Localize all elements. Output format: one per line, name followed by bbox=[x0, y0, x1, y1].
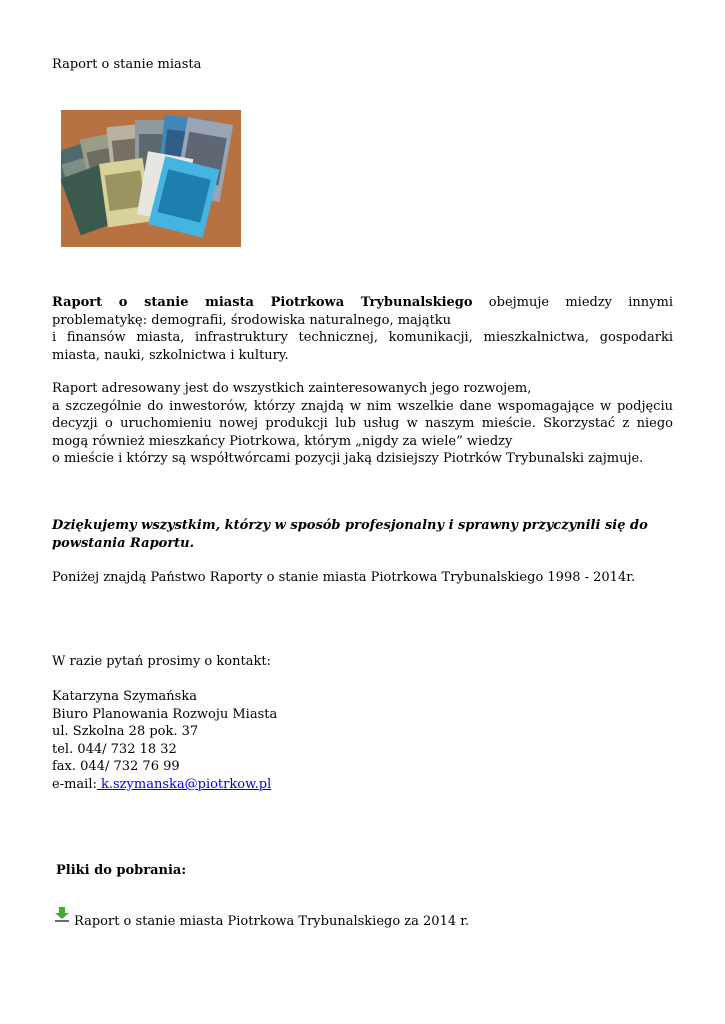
contact-block bbox=[52, 688, 673, 794]
email-link[interactable]: k.szymanska@piotrkow.pl bbox=[96, 776, 272, 792]
download-item[interactable] bbox=[54, 906, 469, 931]
contact-name: Katarzyna Szymańska bbox=[52, 689, 197, 704]
contact-intro: W razie pytań prosimy o kontakt: bbox=[52, 654, 271, 669]
download-icon bbox=[54, 906, 70, 922]
files-heading: Pliki do pobrania: bbox=[56, 863, 187, 878]
thanks-paragraph: Dziękujemy wszystkim, którzy w sposób profesjonalny i sprawny przyczynili się do powstania Raportu. bbox=[52, 518, 648, 551]
addressed-line-3: o mieście i którzy są współtwórcami pozycji jaką dzisiejszy Piotrków Trybunalski zajmuje. bbox=[52, 451, 644, 467]
contact-fax: fax. 044/ 732 76 99 bbox=[52, 759, 180, 775]
page-title: Raport o stanie miasta bbox=[52, 57, 202, 72]
intro-text-1: obejmuje miedzy innymi problematykę: demografii, środowiska naturalnego, majątku bbox=[52, 295, 673, 328]
addressed-line-1: Raport adresowany jest do wszystkich zainteresowanych jego rozwojem, bbox=[52, 381, 532, 396]
contact-tel: tel. 044/ 732 18 32 bbox=[52, 741, 177, 757]
contact-office: Biuro Planowania Rozwoju Miasta bbox=[52, 706, 278, 722]
download-link[interactable]: Raport o stanie miasta Piotrkowa Trybunalskiego za 2014 r. bbox=[74, 914, 470, 929]
intro-text-2: i finansów miasta, infrastruktury technicznej, komunikacji, mieszkalnictwa, gospodarki miasta, nauki, szkolnictwa i kultury. bbox=[52, 330, 673, 363]
contact-email-row bbox=[52, 776, 673, 794]
intro-bold-lead: Raport o stanie miasta Piotrkowa Trybunalskiego bbox=[52, 295, 473, 310]
intro-paragraph bbox=[52, 294, 673, 364]
email-label: e-mail: bbox=[52, 776, 97, 792]
report-covers-photo bbox=[61, 110, 241, 247]
addressed-paragraph bbox=[52, 380, 673, 468]
reports-intro: Poniżej znajdą Państwo Raporty o stanie miasta Piotrkowa Trybunalskiego 1998 - 2014r. bbox=[52, 570, 636, 585]
contact-address: ul. Szkolna 28 pok. 37 bbox=[52, 724, 199, 740]
addressed-line-2: a szczególnie do inwestorów, którzy znajdą w nim wszelkie dane wspomagające w podjęciu decyzji o uruchomieniu nowej produkcji lub usług w naszym mieście. Skorzystać z niego mogą również mieszkańcy Piotrkowa, którym „nigdy za wiele” wiedzy bbox=[52, 398, 673, 449]
